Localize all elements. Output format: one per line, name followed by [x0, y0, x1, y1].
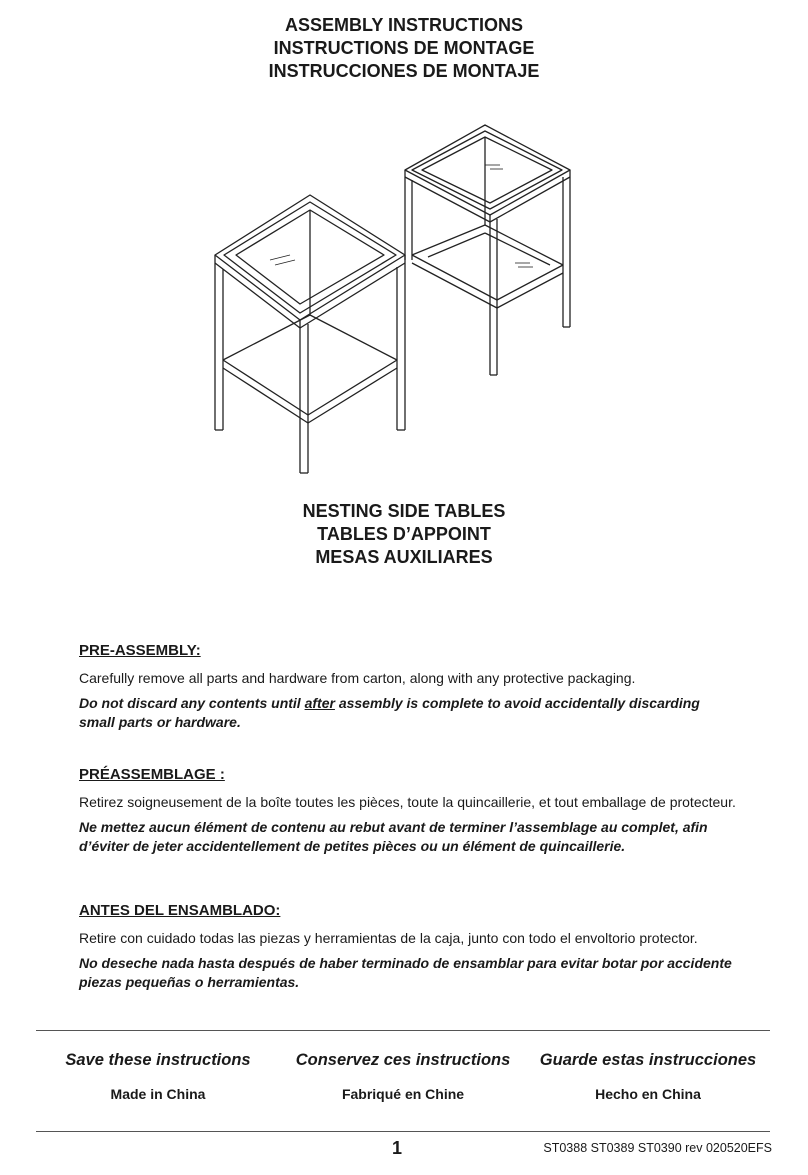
warning-text-end: assembly is complete to avoid accidentally discarding small parts or hardware. — [79, 695, 700, 730]
warning-text-start: Do not discard any contents until — [79, 695, 305, 711]
product-name-en: NESTING SIDE TABLES — [302, 501, 506, 521]
title-es: INSTRUCCIONES DE MONTAJE — [268, 61, 540, 81]
divider-top — [36, 1030, 770, 1031]
title-en: ASSEMBLY INSTRUCTIONS — [284, 15, 524, 35]
section-warning: Ne mettez aucun élément de contenu au rebut avant de terminer l’assemblage au complet, afin d’éviter de jeter accidentellement de petites pièces ou un élément de quincaillerie. — [79, 819, 708, 854]
pre-assembly-fr — [79, 766, 739, 856]
made-in-fr: Fabriqué en Chine — [341, 1086, 465, 1102]
section-body: Carefully remove all parts and hardware from carton, along with any protective packaging. — [79, 670, 636, 686]
product-name-fr: TABLES D’APPOINT — [317, 524, 491, 544]
page-number: 1 — [392, 1138, 403, 1158]
section-heading: PRE-ASSEMBLY: — [79, 642, 201, 659]
save-instructions-fr: Conservez ces instructions — [295, 1051, 511, 1069]
title-fr: INSTRUCTIONS DE MONTAGE — [273, 38, 535, 58]
section-heading: PRÉASSEMBLAGE : — [79, 766, 225, 783]
tall-table-drawing — [405, 125, 570, 375]
product-name-es: MESAS AUXILIARES — [315, 547, 493, 567]
document-code: ST0388 ST0389 ST0390 rev 020520EFS — [543, 1141, 772, 1155]
section-heading: ANTES DEL ENSAMBLADO: — [79, 902, 281, 919]
divider-bottom — [36, 1131, 770, 1132]
document-title — [0, 14, 808, 83]
save-instructions-row — [36, 1051, 770, 1070]
section-body: Retire con cuidado todas las piezas y herramientas de la caja, junto con todo el envoltorio protector. — [79, 930, 698, 946]
made-in-es: Hecho en China — [595, 1086, 701, 1102]
warning-emphasis: after — [304, 695, 335, 711]
section-body: Retirez soigneusement de la boîte toutes les pièces, toute la quincaillerie, et tout emballage de protecteur. — [79, 794, 736, 810]
short-table-drawing — [215, 195, 405, 473]
save-instructions-en: Save these instructions — [65, 1051, 251, 1069]
made-in-row — [36, 1086, 770, 1102]
made-in-en: Made in China — [110, 1086, 206, 1102]
product-name-block — [0, 500, 808, 569]
nesting-tables-illustration — [200, 115, 600, 485]
pre-assembly-en — [79, 642, 739, 732]
section-warning: No deseche nada hasta después de haber terminado de ensamblar para evitar botar por accidente piezas pequeñas o herramientas. — [79, 955, 732, 990]
save-instructions-es: Guarde estas instrucciones — [539, 1051, 757, 1069]
section-warning — [79, 694, 739, 732]
pre-assembly-es — [79, 902, 739, 992]
